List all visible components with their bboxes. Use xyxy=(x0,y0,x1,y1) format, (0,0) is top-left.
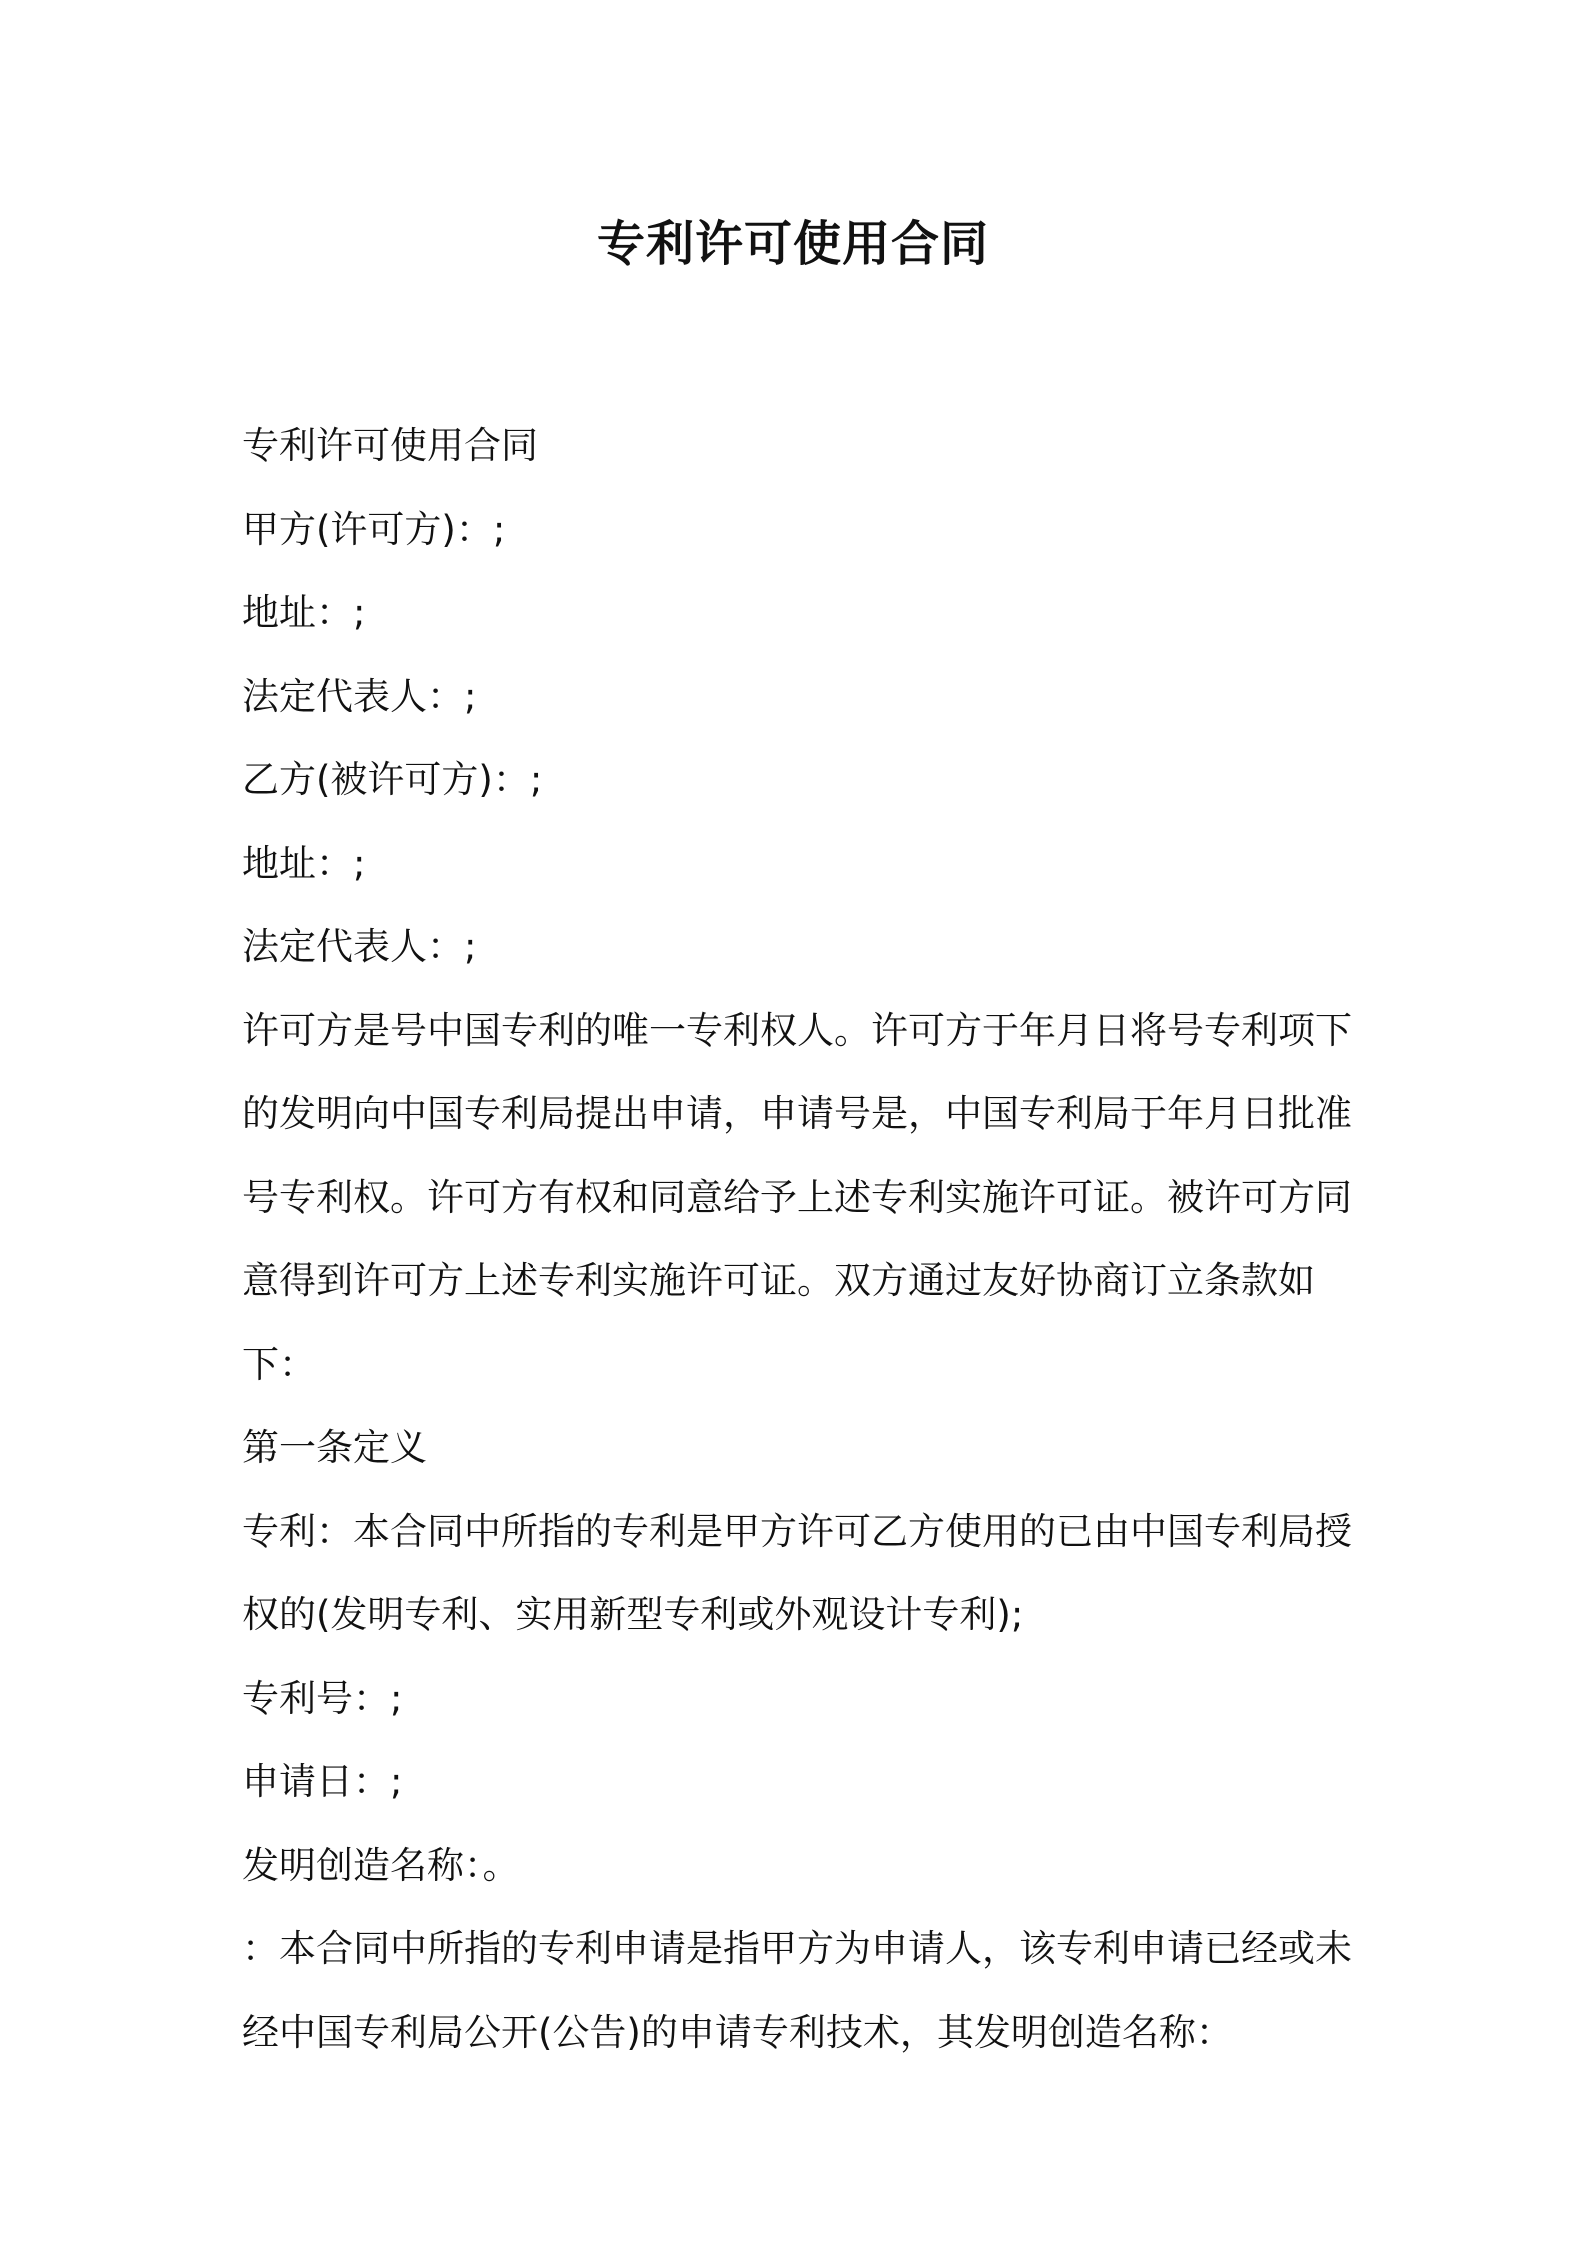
paragraph-preamble: 许可方是号中国专利的唯一专利权人。许可方于年月日将号专利项下的发明向中国专利局提出申请，申请号是，中国专利局于年月日批准号专利权。许可方有权和同意给予上述专利实施许可证。被许可方同意得到许可方上述专利实施许可证。双方通过友好协商订立条款如下： xyxy=(242,1008,1352,1386)
document-title: 专利许可使用合同 xyxy=(596,216,989,272)
paragraph-party-b-address: 地址：; xyxy=(242,841,366,885)
paragraph-party-b: 乙方(被许可方)：; xyxy=(242,758,543,801)
paragraph-party-a-representative: 法定代表人：; xyxy=(242,674,477,718)
paragraph-party-a-address: 地址：; xyxy=(242,591,366,634)
document-body xyxy=(242,404,1372,2074)
paragraph-article-one: 第一条定义 xyxy=(242,1426,427,1469)
paragraph-invention-name: 发明创造名称：。 xyxy=(242,1843,520,1887)
paragraph-heading: 专利许可使用合同 xyxy=(242,424,538,467)
paragraph-party-a: 甲方(许可方)：; xyxy=(242,507,506,551)
paragraph-party-b-representative: 法定代表人：; xyxy=(242,925,477,968)
paragraph-patent-definition: 专利：本合同中所指的专利是甲方许可乙方使用的已由中国专利局授权的(发明专利、实用新型专利或外观设计专利); xyxy=(242,1509,1352,1636)
paragraph-patent-number: 专利号：; xyxy=(242,1676,403,1720)
paragraph-application-date: 申请日：; xyxy=(242,1760,403,1803)
paragraph-application-definition: ：本合同中所指的专利申请是指甲方为申请人，该专利申请已经或未经中国专利局公开(公告)的申请专利技术，其发明创造名称： xyxy=(242,1927,1352,2054)
